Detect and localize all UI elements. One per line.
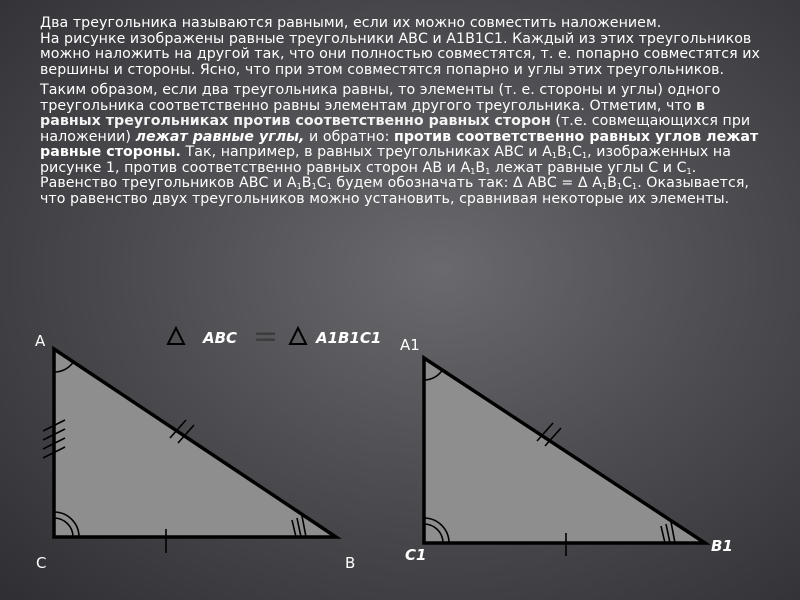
definition-line: Два треугольника называются равными, если их можно совместить наложением.	[40, 15, 662, 31]
vertex-label-a: A	[35, 332, 46, 350]
vertex-label-c1: C1	[405, 546, 427, 564]
triangle-symbol-icon	[168, 328, 184, 344]
paragraph-properties: Таким образом, если два треугольника равны, то элементы (т. е. стороны и углы) одного треугольника соответственно равны элементам другого треугольника. Отметим, что в равных треугольниках против соответственно равных сторон (т.е. совмещающихся при наложении) лежат равные углы, и обратно: против соответственно равных углов лежат равные стороны. Так, например, в равных треугольниках АВС и $А_1В_1С_1$, изображенных на рисунке 1, против соответственно равных сторон АВ и $А_1В_1$ лежат равные углы С и $С_1$. Равенство треугольников АВС и $А_1В_1С_1$ будем обозначать так: Δ АВС = Δ $А_1В_1С_1$. Оказывается, что равенство двух треугольников можно установить, сравнивая некоторые их элементы.	[40, 82, 759, 207]
triangle-abc	[54, 349, 336, 537]
paragraph-figure-description: На рисунке изображены равные треугольники АВС и А1В1С1. Каждый из этих треугольников можно наложить на другой так, что они полностью совместятся, т. е. попарно совместятся их вершины и стороны. Ясно, что при этом совместятся попарно и углы этих треугольников.	[40, 30, 760, 78]
vertex-label-c: C	[36, 554, 47, 572]
vertex-label-b1: B1	[711, 537, 733, 555]
notation-equals: =	[253, 319, 279, 354]
vertex-label-a1: A1	[400, 336, 420, 354]
triangle-symbol-icon	[290, 328, 306, 344]
notation-a1b1c1: A1B1C1	[316, 329, 382, 347]
vertex-label-b: B	[345, 554, 356, 572]
triangle-a1b1c1	[424, 358, 705, 543]
notation-abc: ABC	[203, 329, 238, 347]
